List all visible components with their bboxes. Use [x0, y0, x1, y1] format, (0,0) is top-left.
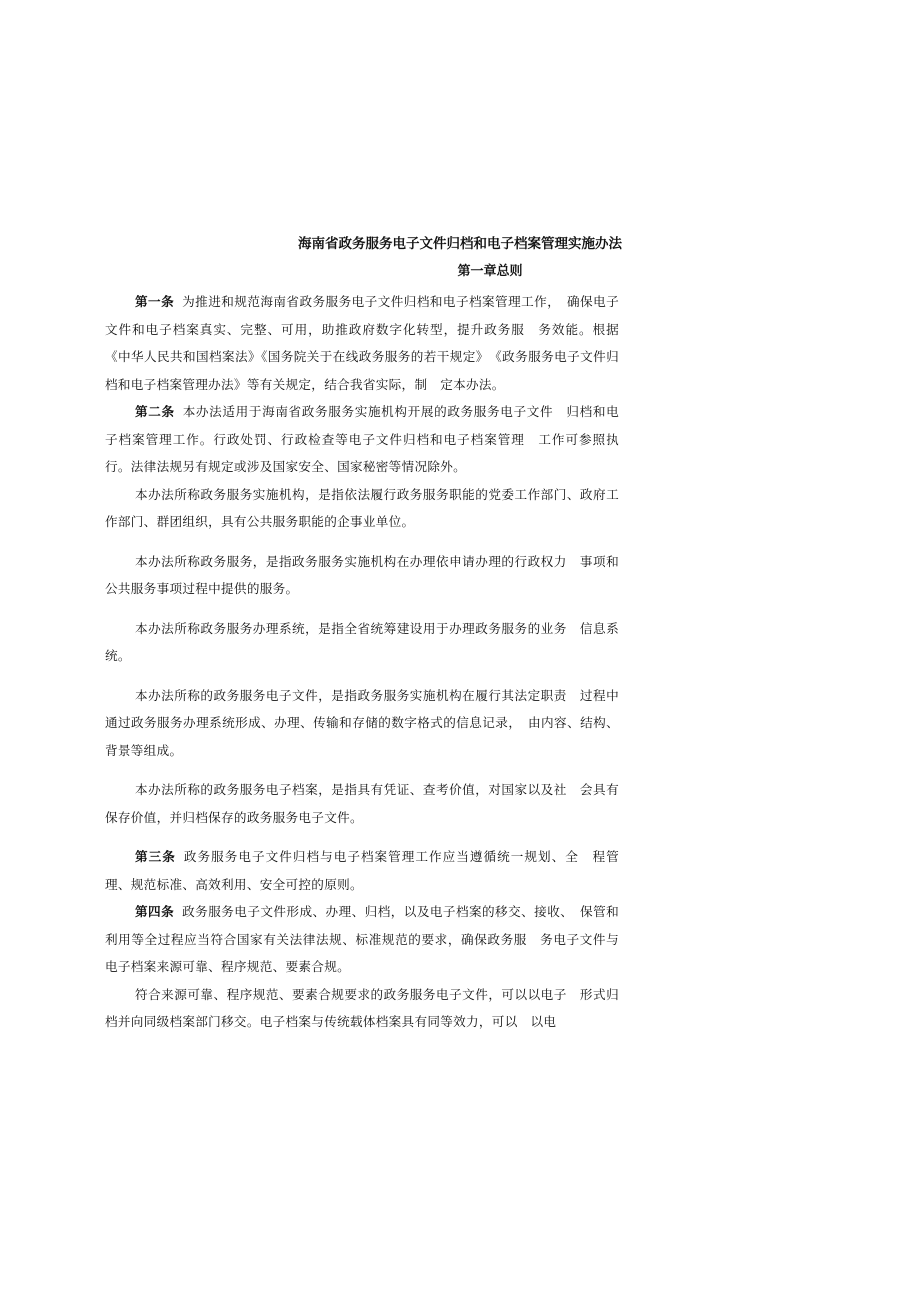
paragraph-text: 本办法适用于海南省政务服务实施机构开展的政务服务电子文件 归档和电子档案管理工作。行政处罚、行政检查等电子文件归档和电子档案管理 工作可参照执行。法律法规另有规定或涉及国家安全、国家秘密等情况除外。: [105, 404, 619, 474]
paragraph-text: 为推进和规范海南省政务服务电子文件归档和电子档案管理工作， 确保电子文件和电子档案真实、完整、可用，助推政府数字化转型，提升政务服 务效能。根据《中华人民共和国档案法》《国务院关于在线政务服务的若干规定》 《政务服务电子文件归档和电子档案管理办法》等有关规定，结合我省实际，制 定本办法。: [105, 294, 619, 392]
paragraph-text: 政务服务电子文件形成、办理、归档，以及电子档案的移交、接收、 保管和利用等全过程应当符合国家有关法律法规、标准规范的要求，确保政务服 务电子文件与电子档案来源可靠、程序规范、要素合规。: [105, 904, 619, 974]
definition-paragraph: [105, 481, 619, 536]
document-body: [105, 288, 619, 1036]
chapter-heading: 第一章总则: [457, 264, 523, 279]
definition-paragraph: [105, 682, 619, 765]
definition-paragraph: [105, 548, 619, 603]
paragraph-text: 符合来源可靠、程序规范、要素合规要求的政务服务电子文件，可以以电子 形式归档并向同级档案部门移交。电子档案与传统载体档案具有同等效力，可以 以电: [105, 986, 619, 1029]
paragraph-text: 政务服务电子文件归档与电子档案管理工作应当遵循统一规划、全 程管理、规范标准、高效利用、安全可控的原则。: [105, 849, 619, 892]
article-1-paragraph: [105, 288, 619, 398]
document-title: 海南省政务服务电子文件归档和电子档案管理实施办法: [298, 236, 622, 252]
paragraph-text: 本办法所称政务服务，是指政务服务实施机构在办理依申请办理的行政权力 事项和公共服务事项过程中提供的服务。: [105, 553, 619, 596]
definition-paragraph: [105, 615, 619, 670]
article-4-paragraph: [105, 898, 619, 981]
paragraph-text: 本办法所称政务服务办理系统，是指全省统筹建设用于办理政务服务的业务 信息系统。: [105, 620, 619, 663]
article-label: 第三条: [135, 849, 176, 864]
article-label: 第一条: [135, 294, 175, 309]
paragraph-text: 本办法所称政务服务实施机构，是指依法履行政务服务职能的党委工作部门、政府工作部门、群团组织，具有公共服务职能的企事业单位。: [105, 486, 619, 529]
article-2-paragraph: [105, 398, 619, 481]
article-label: 第二条: [135, 404, 175, 419]
paragraph-text: 本办法所称的政务服务电子文件，是指政务服务实施机构在履行其法定职责 过程中通过政务服务办理系统形成、办理、传输和存储的数字格式的信息记录， 由内容、结构、背景等组成。: [105, 687, 619, 758]
paragraph-text: 本办法所称的政务服务电子档案，是指具有凭证、查考价值，对国家以及社 会具有保存价值，并归档保存的政务服务电子文件。: [105, 782, 619, 825]
definition-paragraph: [105, 776, 619, 831]
continuation-paragraph: [105, 981, 619, 1036]
article-3-paragraph: [105, 843, 619, 898]
article-label: 第四条: [135, 904, 175, 919]
